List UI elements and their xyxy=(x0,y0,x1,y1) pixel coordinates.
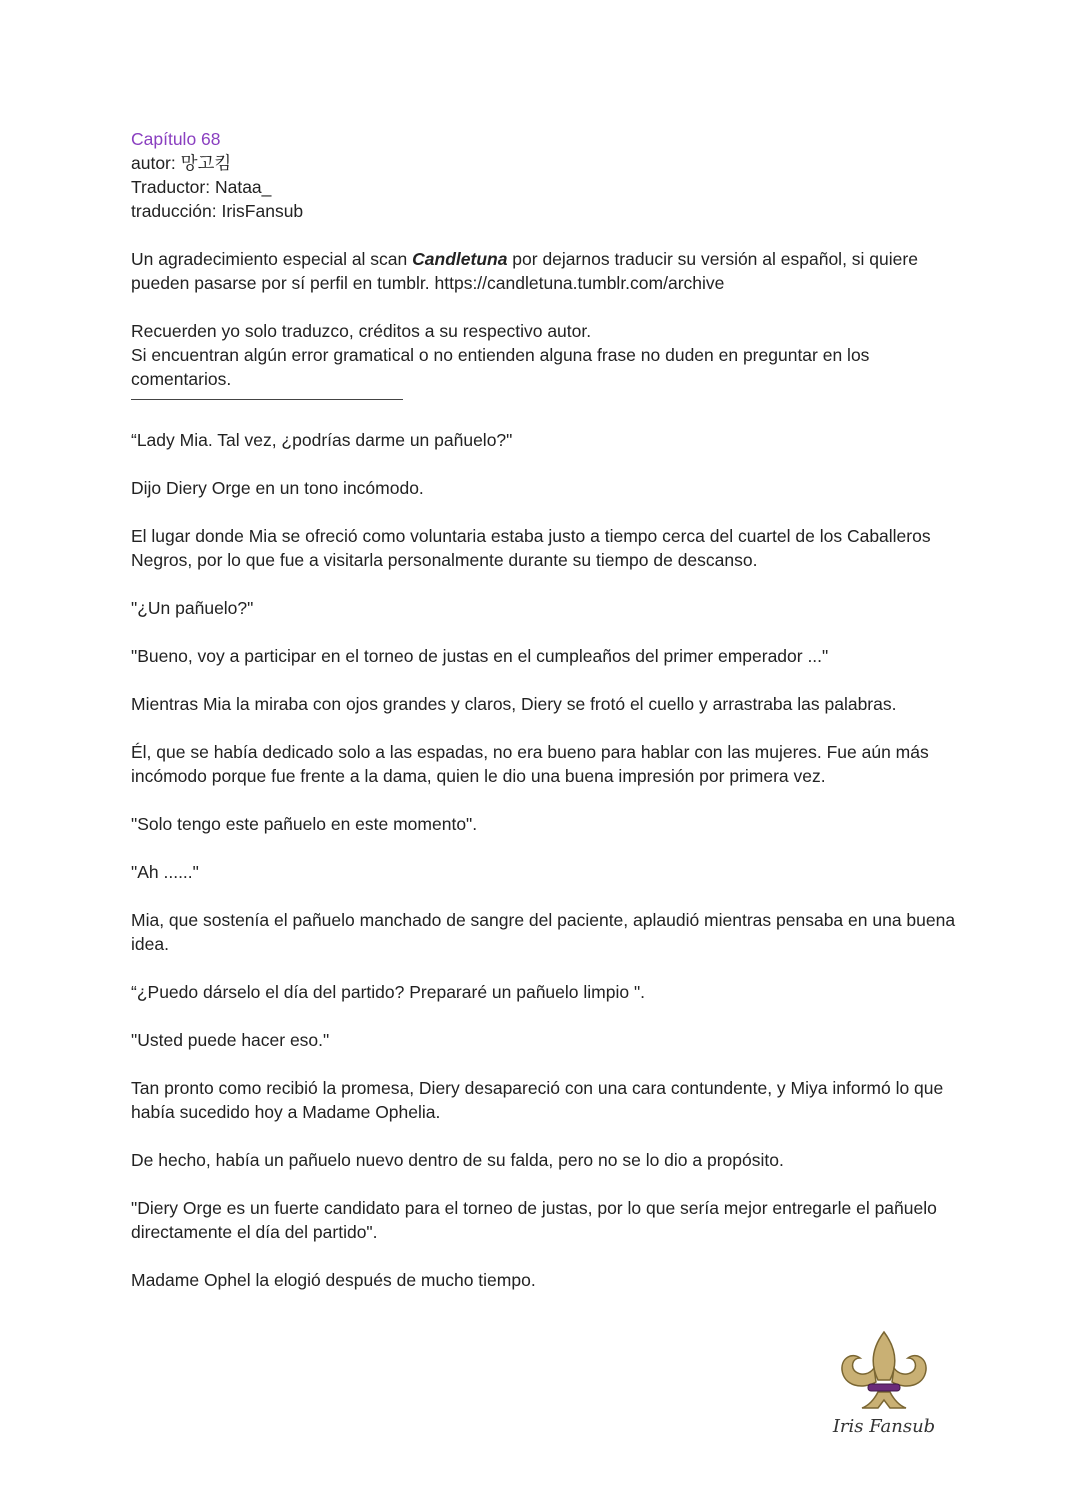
story-paragraph: "Diery Orge es un fuerte candidato para el torneo de justas, por lo que sería mejor entregarle el pañuelo directamente el día del partido". xyxy=(131,1198,937,1242)
thanks-before: Un agradecimiento especial al scan xyxy=(131,249,413,269)
iris-fansub-logo xyxy=(832,1328,936,1444)
scan-name: Candletuna xyxy=(412,249,508,269)
story-text xyxy=(131,428,961,1292)
document-body xyxy=(131,127,961,1316)
story-paragraph: "Solo tengo este pañuelo en este momento". xyxy=(131,814,478,834)
fleur-de-lis-icon xyxy=(832,1328,936,1416)
story-paragraph: "Ah ......" xyxy=(131,862,199,882)
story-paragraph: Mia, que sostenía el pañuelo manchado de sangre del paciente, aplaudió mientras pensaba en una buena idea. xyxy=(131,910,956,954)
story-paragraph: Dijo Diery Orge en un tono incómodo. xyxy=(131,478,424,498)
story-paragraph: “Lady Mia. Tal vez, ¿podrías darme un pañuelo?" xyxy=(131,430,513,450)
note-line-2: Si encuentran algún error gramatical o no entienden alguna frase no duden en preguntar en los comentarios. xyxy=(131,345,870,389)
story-paragraph: Él, que se había dedicado solo a las espadas, no era bueno para hablar con las mujeres. Fue aún más incómodo porque fue frente a la dama, quien le dio una buena impresión por primera vez. xyxy=(131,742,929,786)
note-line-1: Recuerden yo solo traduzco, créditos a su respectivo autor. xyxy=(131,321,592,341)
story-paragraph: Mientras Mia la miraba con ojos grandes y claros, Diery se frotó el cuello y arrastraba las palabras. xyxy=(131,694,897,714)
story-paragraph: "Bueno, voy a participar en el torneo de justas en el cumpleaños del primer emperador ..." xyxy=(131,646,829,666)
author-line: autor: 망고킴 xyxy=(131,153,232,173)
story-paragraph: El lugar donde Mia se ofreció como voluntaria estaba justo a tiempo cerca del cuartel de los Caballeros Negros, por lo que fue a visitarla personalmente durante su tiempo de descanso. xyxy=(131,526,931,570)
thanks-paragraph xyxy=(131,247,961,295)
translator-notes xyxy=(131,319,961,391)
story-paragraph: “¿Puedo dárselo el día del partido? Prepararé un pañuelo limpio ". xyxy=(131,982,646,1002)
chapter-title: Capítulo 68 xyxy=(131,129,221,149)
translator-line: Traductor: Nataa_ xyxy=(131,177,272,197)
thanks-after: por dejarnos traducir su versión al español, si quiere pueden pasarse por sí perfil en tumblr. https://candletuna.tumblr.com/archive xyxy=(131,249,918,293)
translation-line: traducción: IrisFansub xyxy=(131,201,304,221)
story-paragraph: "Usted puede hacer eso." xyxy=(131,1030,330,1050)
logo-text: Iris Fansub xyxy=(832,1416,936,1437)
story-paragraph: De hecho, había un pañuelo nuevo dentro de su falda, pero no se lo dio a propósito. xyxy=(131,1150,784,1170)
story-paragraph: Tan pronto como recibió la promesa, Diery desapareció con una cara contundente, y Miya informó lo que había sucedido hoy a Madame Ophelia. xyxy=(131,1078,944,1122)
section-divider xyxy=(131,399,403,400)
story-paragraph: Madame Ophel la elogió después de mucho tiempo. xyxy=(131,1270,536,1290)
story-paragraph: "¿Un pañuelo?" xyxy=(131,598,254,618)
chapter-header xyxy=(131,127,961,223)
